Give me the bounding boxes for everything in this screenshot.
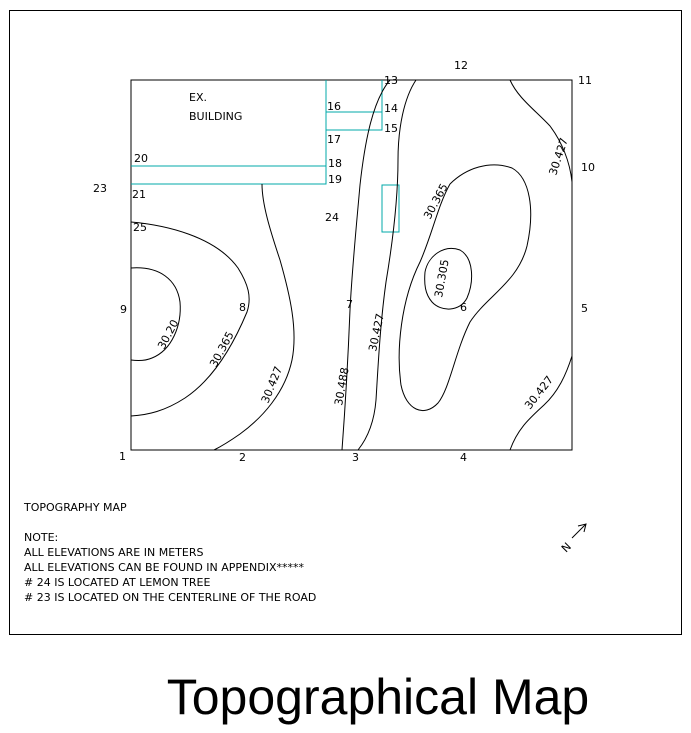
point-label-9: 9 — [120, 303, 127, 316]
note-line: # 24 IS LOCATED AT LEMON TREE — [24, 576, 211, 589]
point-label-16: 16 — [327, 100, 341, 113]
point-label-15: 15 — [384, 122, 398, 135]
north-arrow-label: N — [558, 540, 574, 556]
map-notes — [24, 500, 316, 605]
point-label-19: 19 — [328, 173, 342, 186]
contour-labels — [155, 136, 571, 412]
contour-label: 30.427 — [258, 364, 286, 406]
point-label-20: 20 — [134, 152, 148, 165]
contour-label: 30.20 — [155, 317, 182, 352]
point-label-17: 17 — [327, 133, 341, 146]
point-label-4: 4 — [460, 451, 467, 464]
contour-30-427-bottomright — [510, 356, 572, 450]
building-label-line2: BUILDING — [189, 110, 243, 123]
contour-label: 30.365 — [421, 181, 451, 222]
point-label-3: 3 — [352, 451, 359, 464]
point-label-12: 12 — [454, 59, 468, 72]
contour-30-427-left — [214, 184, 294, 450]
point-label-11: 11 — [578, 74, 592, 87]
contour-label: 30.365 — [207, 329, 237, 370]
contour-label: 30.305 — [432, 258, 452, 299]
point-label-13: 13 — [384, 74, 398, 87]
note-line: # 23 IS LOCATED ON THE CENTERLINE OF THE ROAD — [24, 591, 317, 604]
contours — [131, 80, 572, 450]
point-label-25: 25 — [133, 221, 147, 234]
contour-30-488 — [342, 80, 390, 450]
building-label-line1: EX. — [189, 91, 207, 104]
point-label-24: 24 — [325, 211, 339, 224]
building-wall — [131, 166, 326, 184]
contour-30-427-topright — [510, 80, 572, 182]
notes-label: NOTE: — [24, 531, 59, 544]
point-label-18: 18 — [328, 157, 342, 170]
note-line: ALL ELEVATIONS CAN BE FOUND IN APPENDIX***** — [24, 561, 304, 574]
point-label-6: 6 — [460, 301, 467, 314]
point-label-10: 10 — [581, 161, 595, 174]
contour-label: 30.427 — [546, 136, 571, 177]
point-label-21: 21 — [132, 188, 146, 201]
point-label-8: 8 — [239, 301, 246, 314]
point-label-7: 7 — [346, 298, 353, 311]
contour-30-427-center — [358, 80, 416, 450]
contour-label: 30.427 — [522, 373, 557, 412]
contour-label: 30.488 — [332, 366, 352, 407]
contour-30-365-left — [131, 222, 249, 416]
page-caption: Topographical Map — [166, 669, 590, 725]
point-label-23: 23 — [93, 182, 107, 195]
point-label-1: 1 — [119, 450, 126, 463]
north-arrow — [572, 524, 586, 538]
building-outline — [131, 80, 326, 166]
point-label-2: 2 — [239, 451, 246, 464]
contour-label: 30.427 — [366, 312, 387, 353]
contour-30-365-right — [399, 165, 531, 411]
note-line: ALL ELEVATIONS ARE IN METERS — [24, 546, 204, 559]
point-label-14: 14 — [384, 102, 398, 115]
point-label-5: 5 — [581, 302, 588, 315]
notes-heading: TOPOGRAPHY MAP — [24, 501, 127, 514]
survey-boundary — [131, 80, 572, 450]
contour-30-20 — [131, 268, 180, 361]
